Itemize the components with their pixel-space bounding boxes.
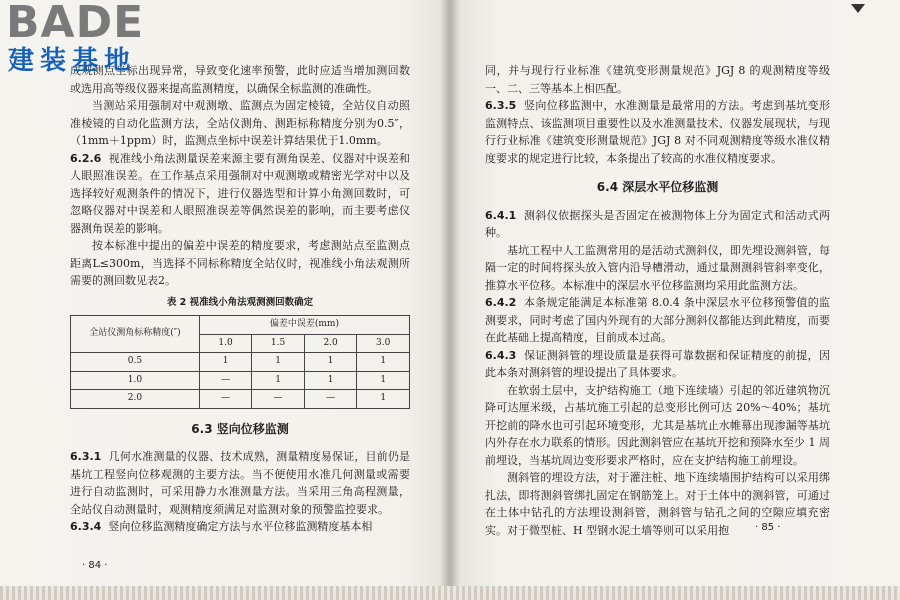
clause-number: 6.3.4 bbox=[70, 520, 102, 533]
page-number-left: · 84 · bbox=[82, 560, 108, 571]
paragraph: 按本标准中提出的偏差中误差的精度要求，考虑测站点至监测点距离L≤300m，当选择不同标称精度全站仪时，视准线小角法观测所需要的测回数见表2。 bbox=[70, 239, 410, 287]
paragraph: 当测站采用强制对中观测墩、监测点为固定棱镜，全站仪自动照准棱镜的自动化监测方法，全站仪测角、测距标称精度分别为0.5″，（1mm＋1ppm）时，监测点坐标中误差计算结果优于1.0mm。 bbox=[70, 99, 410, 147]
clause-text: 几何水准测量的仪器、技术成熟，测量精度易保证，目前仍是基坑工程竖向位移观测的主要方法。当不便使用水准几何测量或需要进行自动监测时，可采用静力水准测量方法。当采用三角高程测量，全站仪自动测量时，观测精度须满足对监测对象的预警监控要求。 bbox=[70, 450, 410, 516]
logo bbox=[0, 0, 180, 82]
page-edge bbox=[0, 586, 900, 600]
logo-brand: BADE bbox=[6, 0, 145, 48]
paragraph: 同，并与现行行业标准《建筑变形测量规范》JGJ 8 的观测精度等级一、二、三等基本上相匹配。 bbox=[485, 64, 830, 95]
table-cell: 1 bbox=[252, 353, 305, 372]
table-row bbox=[71, 390, 410, 409]
clause-number: 6.4.1 bbox=[485, 208, 517, 222]
table-cell: 1 bbox=[357, 353, 410, 372]
clause-text: 竖向位移监测精度确定方法与水平位移监测精度基本相 bbox=[108, 520, 373, 533]
table-row bbox=[71, 353, 410, 372]
book-gutter bbox=[440, 0, 460, 600]
page-number-right: · 85 · bbox=[755, 522, 781, 533]
clause-number: 6.3.5 bbox=[485, 99, 517, 112]
clause-text: 本条规定能满足本标准第 8.0.4 条中深层水平位移预警值的监测要求，同时考虑了国内外现有的大部分测斜仪都能达到此精度，而要在此基础上提高精度，目前成本过高。 bbox=[485, 296, 831, 344]
clause-6-3-4 bbox=[70, 518, 410, 536]
clause-number: 6.4.3 bbox=[485, 348, 517, 362]
table-col-header: 3.0 bbox=[357, 334, 410, 353]
section-heading: 6.4 深层水平位移监测 bbox=[596, 180, 719, 194]
clause-6-4-2 bbox=[485, 294, 830, 347]
paragraph: 基坑工程中人工监测常用的是活动式测斜仪，即先埋设测斜管，每隔一定的时间将探头放入管内沿导槽滑动，通过量测测斜管斜率变化，推算水平位移。本标准中的深层水平位移监测均采用此监测方法。 bbox=[485, 243, 830, 292]
section-heading: 6.3 竖向位移监测 bbox=[191, 421, 289, 436]
table-group-header: 偏差中误差(mm) bbox=[199, 316, 409, 335]
clause-6-4-3 bbox=[485, 347, 830, 382]
table-col-header: 1.0 bbox=[199, 334, 252, 353]
table-cell: 1 bbox=[199, 353, 252, 372]
clause-text: 保证测斜管的埋设质量是获得可靠数据和保证精度的前提，因此本条对测斜管的埋设提出了具体要求。 bbox=[485, 348, 830, 379]
clause-6-3-1 bbox=[70, 448, 410, 518]
clause-text: 竖向位移监测中，水准测量是最常用的方法。考虑到基坑变形监测特点、该监测项目重要性以及水准测量技术、仪器发展现状，与现行行业标准《建筑变形测量规范》JGJ 8 对不同观测精度等级水准仪精度要求的规定进行比较，本条提出了较高的水准仪精度要求。 bbox=[485, 99, 830, 165]
clause-text: 视准线小角法测量误差来源主要有测角误差、仪器对中误差和人眼照准误差。在工作基点采用强制对中观测墩或精密光学对中以及选择较好观测条件的情况下，进行仪器选型和计算小角测回数时，可忽略仪器对中误差和人眼照准误差等偶然误差的影响，而主要考虑仪器测角误差的影响。 bbox=[70, 151, 410, 235]
clause-text: 测斜仪依据探头是否固定在被测物体上分为固定式和活动式两种。 bbox=[485, 208, 830, 239]
right-page-content bbox=[485, 62, 830, 539]
right-page bbox=[455, 0, 900, 600]
corner-arrow-icon bbox=[851, 4, 865, 13]
table-row-label: 1.0 bbox=[71, 371, 200, 390]
table-caption: 表 2 视准线小角法观测测回数确定 bbox=[166, 296, 314, 308]
table-cell: 1 bbox=[304, 353, 357, 372]
paragraph: 在软弱土层中，支护结构施工（地下连续墙）引起的邻近建筑物沉降可达厘米级，占基坑施工引起的总变形比例可达 20%～40%；基坑开挖前的降水也可引起环境变形，尤其是基坑止水帷幕出现渗漏等基坑内外存在水力联系的情形。因此测斜管应在基坑开挖和预降水至少 1 周前埋设，当基坑周边变形要求严格时，应在支护结构施工前埋设。 bbox=[485, 383, 830, 467]
clause-number: 6.4.2 bbox=[485, 296, 517, 309]
table-cell: 1 bbox=[252, 371, 305, 390]
clause-number: 6.3.1 bbox=[70, 450, 102, 463]
table-cell: 1 bbox=[357, 390, 410, 409]
table-col-header: 2.0 bbox=[304, 334, 357, 353]
clause-number: 6.2.6 bbox=[70, 151, 102, 165]
table-row bbox=[71, 371, 410, 390]
left-page-content bbox=[70, 62, 410, 536]
table-row-label: 2.0 bbox=[71, 390, 200, 409]
table-corner-header: 全站仪测角标称精度(″) bbox=[71, 316, 200, 353]
clause-6-3-5 bbox=[485, 97, 830, 167]
table-cell: — bbox=[199, 371, 252, 390]
logo-subtitle: 建装基地 bbox=[8, 46, 137, 76]
paragraph: 成观测点坐标出现异常，导致变化速率预警，此时应适当增加测回数或选用高等级仪器来提高监测精度，以确保全标监测的准确性。 bbox=[70, 64, 410, 95]
table-col-header: 1.5 bbox=[252, 334, 305, 353]
table-cell: 1 bbox=[304, 371, 357, 390]
clause-6-2-6 bbox=[70, 150, 410, 238]
paragraph: 测斜管的埋设方法，对于灌注桩、地下连续墙围护结构可以采用绑扎法，即将测斜管绑扎固定在钢筋笼上。对于土体中的测斜管，可通过在土体中钻孔的方法埋设测斜管，测斜管与钻孔之间的空隙应填充密实。对于微型桩、H 型钢水泥土墙等则可以采用抱 bbox=[485, 471, 830, 537]
data-table bbox=[70, 315, 410, 409]
table-header-row bbox=[71, 316, 410, 335]
table-cell: — bbox=[304, 390, 357, 409]
table-cell: 1 bbox=[357, 371, 410, 390]
table-cell: — bbox=[252, 390, 305, 409]
left-page bbox=[0, 0, 445, 600]
table-row-label: 0.5 bbox=[71, 353, 200, 372]
clause-6-4-1 bbox=[485, 207, 830, 242]
table-cell: — bbox=[199, 390, 252, 409]
